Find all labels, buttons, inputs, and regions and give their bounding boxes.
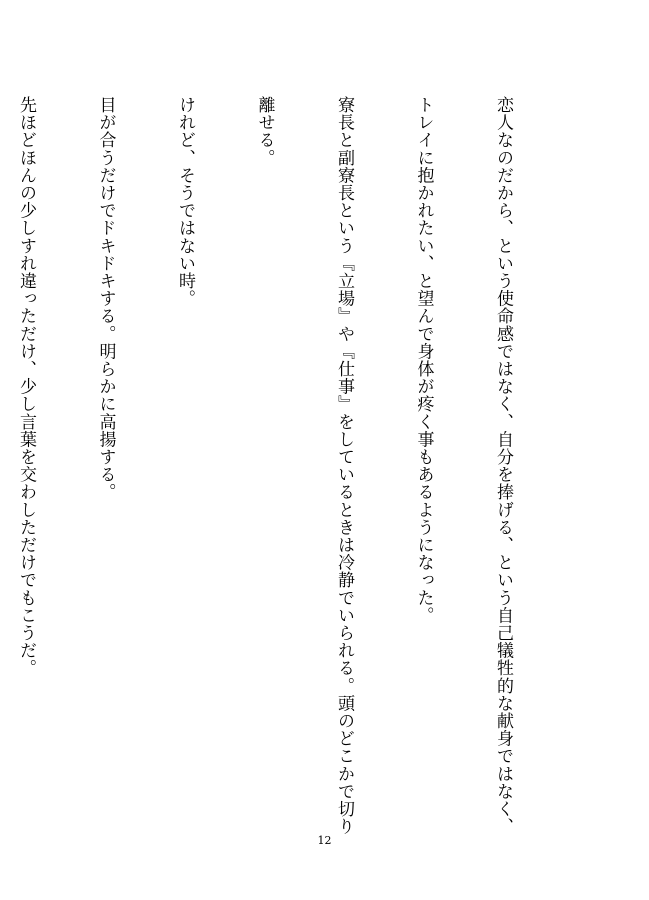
page-number: 12: [317, 834, 332, 847]
text-line: トレイに抱かれたい、と望んで身体が疼く事もあるようになった。: [413, 96, 434, 624]
text-line: 先ほどほんの少しすれ違っただけ、少し言葉を交わしただけでもこうだ。: [16, 96, 36, 677]
vertical-text-body: [16, 96, 569, 836]
text-line: 寮長と副寮長という『立場』や『仕事』をしているときは冷静でいられる。頭のどこかで切り: [334, 96, 354, 836]
text-line: 恋人なのだから、という使命感ではなく、自分を捧げる、という自己犠牲的な献身ではなく、: [493, 96, 513, 836]
text-line: けれど、そうではない時。: [175, 96, 195, 308]
text-line: 離せる。: [254, 96, 275, 167]
text-line: 目が合うだけでドキドキする。明らかに高揚する。: [95, 96, 116, 501]
